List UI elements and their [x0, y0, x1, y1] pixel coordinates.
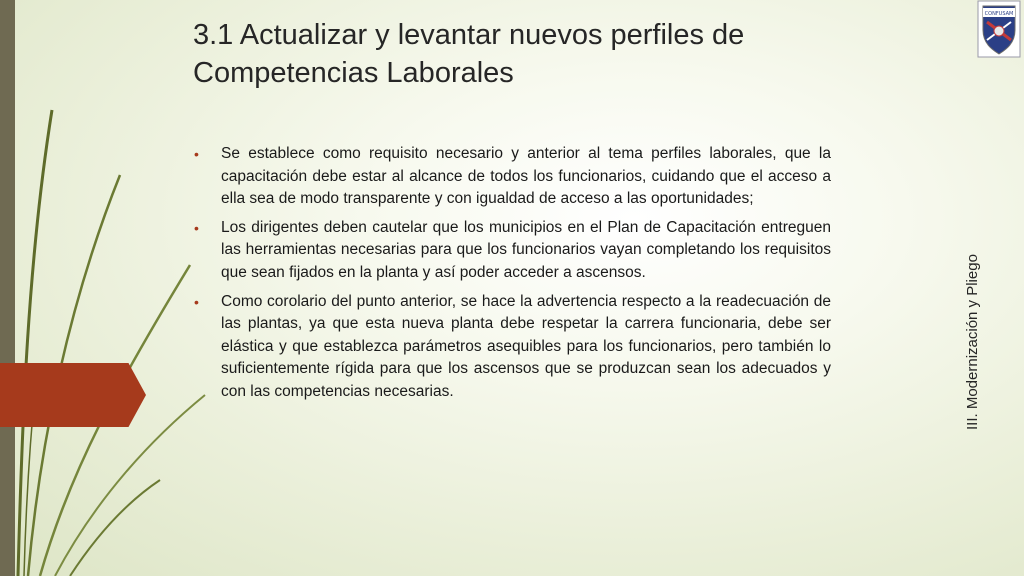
logo-text: CONFUSAM [984, 11, 1014, 17]
bullet-dot-icon: • [194, 219, 199, 236]
accent-arrow-tab [0, 363, 146, 427]
bullet-item [194, 291, 831, 404]
title-line-2: Competencias Laborales [193, 57, 514, 89]
slide-title [193, 16, 893, 92]
bullet-text: Los dirigentes deben cautelar que los municipios en el Plan de Capacitación entreguen las herramientas necesarias para que los funcionarios vayan completando los requisitos que sean fijados en la planta y así poder acceder a ascensos. [221, 218, 831, 281]
bullet-item [194, 217, 831, 285]
logo-emblem [994, 26, 1004, 36]
bullet-list [194, 143, 831, 410]
title-line-1: 3.1 Actualizar y levantar nuevos perfiles de [193, 19, 745, 51]
bullet-item [194, 143, 831, 211]
bullet-dot-icon: • [194, 146, 199, 162]
bullet-text: Como corolario del punto anterior, se hace la advertencia respecto a la readecuación de las plantas, ya que esta nueva planta debe respetar la carrera funcionaria, debe ser elástica y que establezca parámetros asequibles para los funcionarios, pero también lo suficientemente rígida para que los ascensos que se produzcan sean los adecuados y con las competencias necesarias. [221, 292, 831, 400]
bullet-dot-icon: • [194, 293, 199, 310]
bullet-text: Se establece como requisito necesario y anterior al tema perfiles laborales, que la capacitación debe estar al alcance de todos los funcionarios, cuidando que el acceso a ella sea de modo transparente y con igualdad de acceso a las oportunidades; [221, 145, 831, 208]
organization-logo-icon [977, 0, 1021, 58]
section-side-label: III. Modernización y Pliego [964, 254, 981, 430]
